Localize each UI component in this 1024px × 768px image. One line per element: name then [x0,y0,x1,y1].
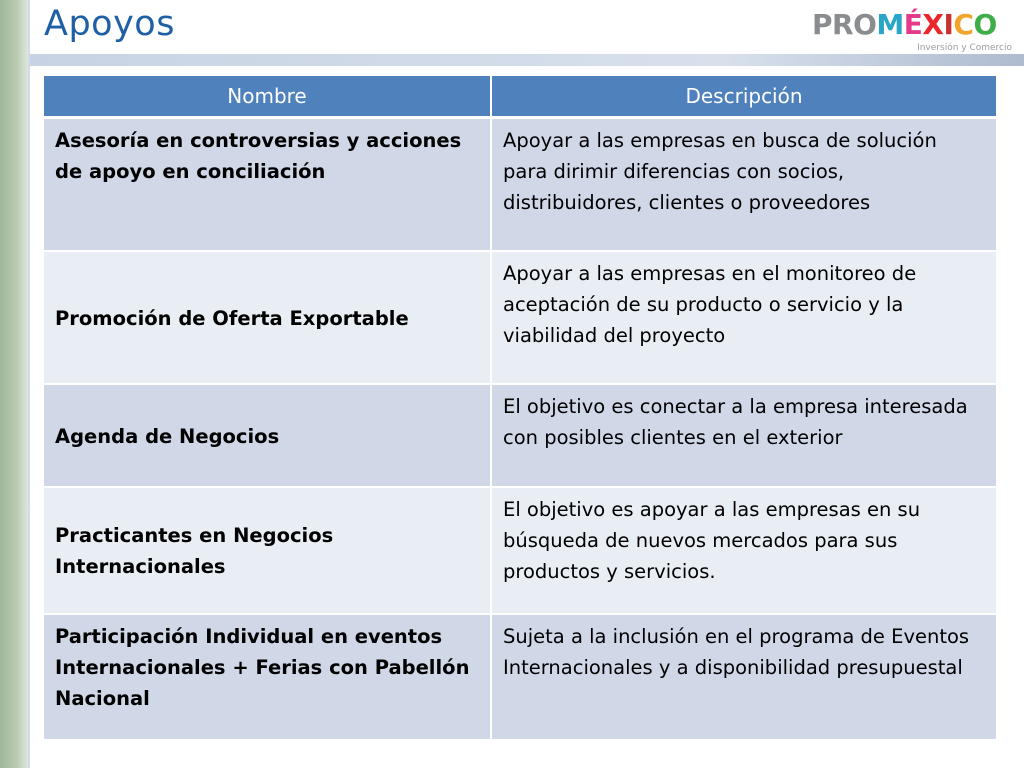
header-stripe [30,54,1024,66]
apoyos-table [44,76,998,741]
row-nombre: Asesoría en controversias y acciones de apoyo en conciliación [44,118,491,251]
row-descripcion: Apoyar a las empresas en el monitoreo de aceptación de su producto o servicio y la viabilidad del proyecto [491,251,997,384]
row-nombre: Agenda de Negocios [44,384,491,487]
table-row [44,614,997,740]
row-descripcion: El objetivo es apoyar a las empresas en su búsqueda de nuevos mercados para sus productos y servicios. [491,487,997,614]
header-descripcion: Descripción [491,76,997,118]
row-nombre: Promoción de Oferta Exportable [44,251,491,384]
row-descripcion: Apoyar a las empresas en busca de solución para dirimir diferencias con socios, distribuidores, clientes o proveedores [491,118,997,251]
table-row [44,487,997,614]
left-accent-edge [28,0,30,768]
row-nombre: Participación Individual en eventos Internacionales + Ferias con Pabellón Nacional [44,614,491,740]
table-header-row [44,76,997,118]
table-row [44,251,997,384]
row-descripcion: Sujeta a la inclusión en el programa de Eventos Internacionales y a disponibilidad presupuestal [491,614,997,740]
row-descripcion: El objetivo es conectar a la empresa interesada con posibles clientes en el exterior [491,384,997,487]
logo-tagline: Inversión y Comercio [917,43,1012,53]
table-row [44,118,997,251]
logo-wordmark: PROMÉXICO [812,8,997,41]
row-nombre: Practicantes en Negocios Internacionales [44,487,491,614]
promexico-logo [812,6,1018,54]
left-accent-bar [0,0,28,768]
slide-title: Apoyos [44,4,175,44]
table-row [44,384,997,487]
header-nombre: Nombre [44,76,491,118]
